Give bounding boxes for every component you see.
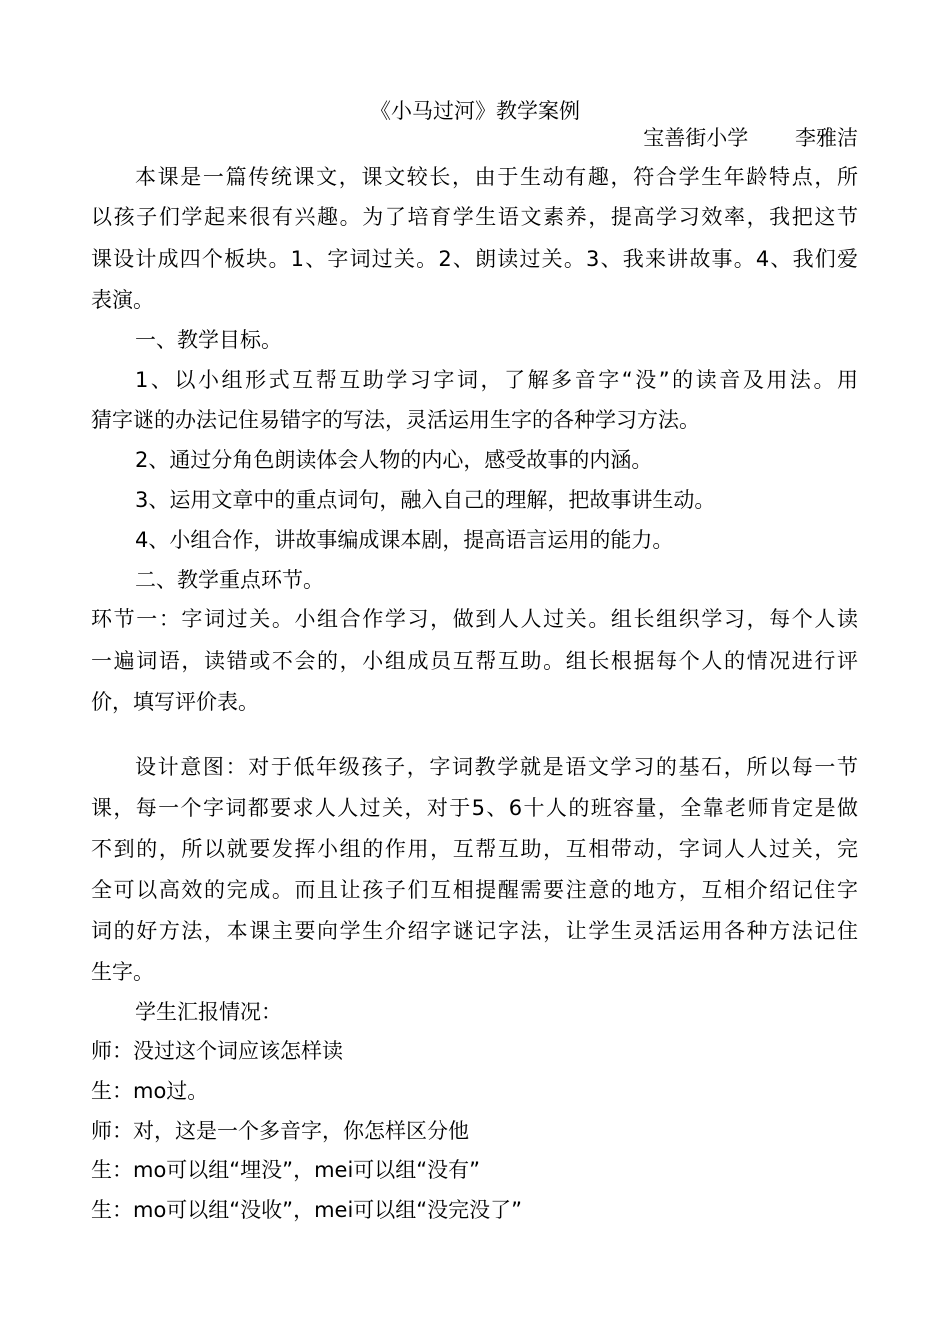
dialogue-line: 师：对，这是一个多音字，你怎样区分他 xyxy=(91,1119,469,1143)
dialogue-line: 生：mo过。 xyxy=(91,1079,209,1103)
intro-line: 课设计成四个板块。1、字词过关。2、朗读过关。3、我来讲故事。4、我们爱 xyxy=(91,247,858,271)
school-name: 宝善街小学 xyxy=(643,126,749,150)
document-title: 《小马过河》教学案例 xyxy=(370,99,580,123)
step-line: 一遍词语，读错或不会的，小组成员互帮互助。组长根据每个人的情况进行评 xyxy=(91,649,858,673)
author-line xyxy=(643,123,858,153)
intro-line: 本课是一篇传统课文，课文较长，由于生动有趣，符合学生年龄特点，所 xyxy=(135,165,858,189)
author-name: 李雅洁 xyxy=(795,126,858,150)
intro-line: 以孩子们学起来很有兴趣。为了培育学生语文素养，提高学习效率，我把这节 xyxy=(91,205,858,229)
goal-line: 猜字谜的办法记住易错字的写法，灵活运用生字的各种学习方法。 xyxy=(91,408,700,432)
section-heading-goals: 一、教学目标。 xyxy=(135,328,282,352)
design-intent-line: 不到的，所以就要发挥小组的作用，互帮互助，互相带动，字词人人过关，完 xyxy=(91,837,858,861)
design-intent-line: 课，每一个字词都要求人人过关，对于5、6十人的班容量，全靠老师肯定是做 xyxy=(91,796,858,820)
goal-line: 1、以小组形式互帮互助学习字词，了解多音字“没”的读音及用法。用 xyxy=(135,368,858,392)
goal-line: 3、运用文章中的重点词句，融入自己的理解，把故事讲生动。 xyxy=(135,488,716,512)
dialogue-line: 生：mo可以组“埋没”，mei可以组“没有” xyxy=(91,1158,481,1182)
design-intent-line: 生字。 xyxy=(91,960,154,984)
step-line: 价，填写评价表。 xyxy=(91,690,259,714)
design-intent-line: 设计意图：对于低年级孩子，字词教学就是语文学习的基石，所以每一节 xyxy=(135,755,858,779)
goal-line: 4、小组合作，讲故事编成课本剧，提高语言运用的能力。 xyxy=(135,528,674,552)
step-line: 环节一：字词过关。小组合作学习，做到人人过关。组长组织学习，每个人读 xyxy=(91,607,858,631)
goal-line: 2、通过分角色朗读体会人物的内心，感受故事的内涵。 xyxy=(135,448,653,472)
section-heading-steps: 二、教学重点环节。 xyxy=(135,568,324,592)
intro-line: 表演。 xyxy=(91,288,154,312)
dialogue-line: 师：没过这个词应该怎样读 xyxy=(91,1039,343,1063)
design-intent-line: 词的好方法，本课主要向学生介绍字谜记字法，让学生灵活运用各种方法记住 xyxy=(91,919,858,943)
dialogue-line: 生：mo可以组“没收”，mei可以组“没完没了” xyxy=(91,1198,523,1222)
report-heading: 学生汇报情况： xyxy=(135,1000,282,1024)
design-intent-line: 全可以高效的完成。而且让孩子们互相提醒需要注意的地方，互相介绍记住字 xyxy=(91,878,858,902)
